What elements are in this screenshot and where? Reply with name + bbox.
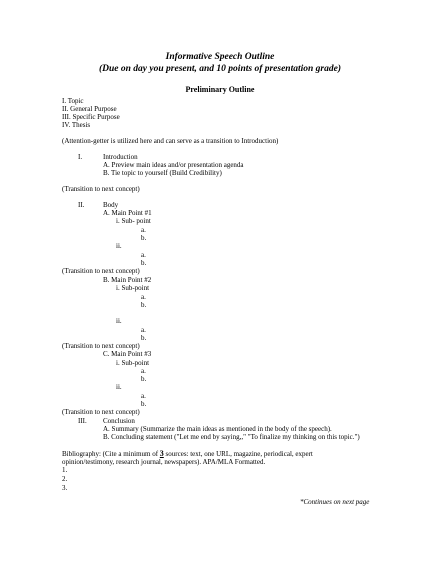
bibliography-line-2: opinion/testimony, research journal, newspapers). APA/MLA Formatted. <box>62 458 266 466</box>
transition-line: (Transition to next concept) <box>62 408 140 416</box>
sub-point-2: i. Sub-point <box>116 284 150 292</box>
sub-a: a. <box>141 326 146 334</box>
conclusion-point-b: B. Concluding statement ("Let me end by saying,," "To finalize my thinking on this topic.") <box>103 433 360 441</box>
topic-line: I. Topic <box>62 97 84 105</box>
sub-b: b. <box>141 259 147 267</box>
main-point-1: A. Main Point #1 <box>103 209 152 217</box>
main-point-2: B. Main Point #2 <box>103 276 152 284</box>
transition-line: (Transition to next concept) <box>62 185 140 193</box>
source-count: 3 <box>159 449 164 458</box>
bibliography-line-1 <box>62 450 313 458</box>
sub-a: a. <box>141 367 146 375</box>
sub-a: a. <box>141 251 146 259</box>
intro-point-b: B. Tie topic to yourself (Build Credibility) <box>103 169 222 177</box>
conclusion-label: Conclusion <box>103 417 135 425</box>
sub-point-ii: ii. <box>116 317 122 325</box>
intro-label: Introduction <box>103 153 138 161</box>
main-point-3: C. Main Point #3 <box>103 350 152 358</box>
document-title: Informative Speech Outline <box>165 52 275 62</box>
general-purpose-line: II. General Purpose <box>62 105 117 113</box>
bibliography-entry-2: 2. <box>62 475 68 483</box>
bibliography-entry-1: 1. <box>62 466 68 474</box>
conclusion-numeral: III. <box>78 417 87 425</box>
attention-note: (Attention-getter is utilized here and can serve as a transition to Introduction) <box>62 137 279 145</box>
sub-point-ii: ii. <box>116 383 122 391</box>
intro-point-a: A. Preview main ideas and/or presentation agenda <box>103 161 244 169</box>
sub-b: b. <box>141 301 147 309</box>
body-label: Body <box>103 201 119 209</box>
conclusion-point-a: A. Summary (Summarize the main ideas as mentioned in the body of the speech). <box>103 425 332 433</box>
sub-b: b. <box>141 400 147 408</box>
sub-b: b. <box>141 234 147 242</box>
intro-numeral: I. <box>78 153 83 161</box>
transition-line: (Transition to next concept) <box>62 267 140 275</box>
continues-note: *Continues on next page <box>300 498 370 506</box>
bibliography-entry-3: 3. <box>62 484 68 492</box>
transition-line: (Transition to next concept) <box>62 342 140 350</box>
sub-point-1: i. Sub- point <box>116 217 151 225</box>
sub-point-3: i. Sub-point <box>116 359 150 367</box>
bibliography-prefix: Bibliography: (Cite a minimum of <box>62 450 160 458</box>
sub-a: a. <box>141 392 146 400</box>
section-heading: Preliminary Outline <box>185 85 255 94</box>
bibliography-suffix: sources: text, one URL, magazine, periodical, expert <box>163 450 313 458</box>
thesis-line: IV. Thesis <box>62 121 91 129</box>
body-numeral: II. <box>78 201 85 209</box>
specific-purpose-line: III. Specific Purpose <box>62 113 120 121</box>
sub-a: a. <box>141 226 146 234</box>
sub-a: a. <box>141 293 146 301</box>
sub-b: b. <box>141 375 147 383</box>
document-subtitle: (Due on day you present, and 10 points of presentation grade) <box>99 64 341 74</box>
sub-point-ii: ii. <box>116 242 122 250</box>
sub-b: b. <box>141 334 147 342</box>
